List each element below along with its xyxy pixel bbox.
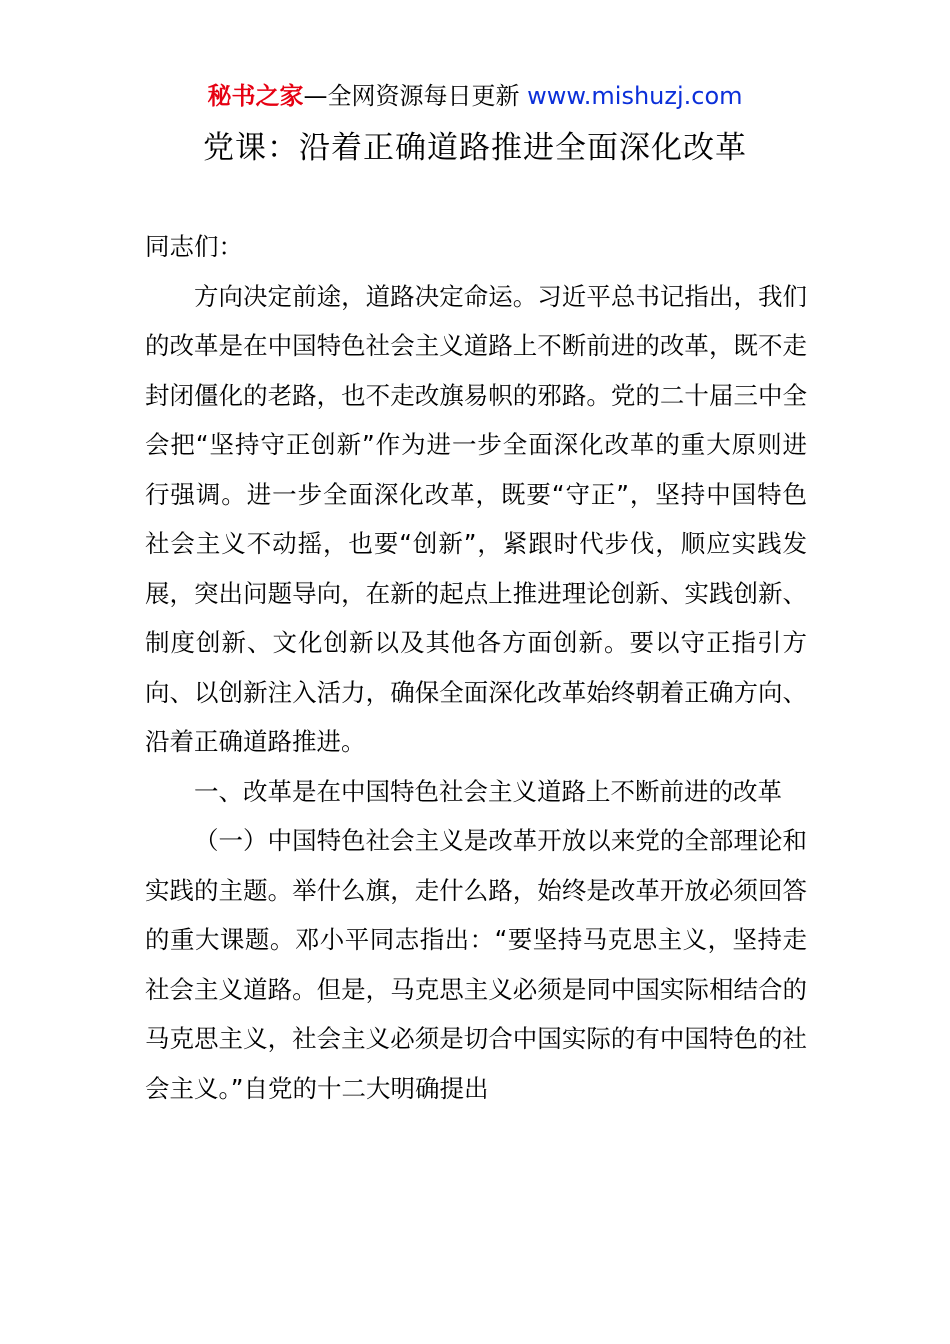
document-body <box>145 222 807 1113</box>
paragraph-intro: 方向决定前途，道路决定命运。习近平总书记指出，我们的改革是在中国特色社会主义道路上不断前进的改革，既不走封闭僵化的老路，也不走改旗易帜的邪路。党的二十届三中全会把“坚持守正创新”作为进一步全面深化改革的重大原则进行强调。进一步全面深化改革，既要“守正”，坚持中国特色社会主义不动摇，也要“创新”，紧跟时代步伐，顺应实践发展，突出问题导向，在新的起点上推进理论创新、实践创新、制度创新、文化创新以及其他各方面创新。要以守正指引方向、以创新注入活力，确保全面深化改革始终朝着正确方向、沿着正确道路推进。 <box>145 281 807 756</box>
site-brand: 秘书之家 <box>207 82 304 110</box>
paragraph-subsection-1: （一）中国特色社会主义是改革开放以来党的全部理论和实践的主题。举什么旗，走什么路，始终是改革开放必须回答的重大课题。邓小平同志指出：“要坚持马克思主义，坚持走社会主义道路。但是，马克思主义必须是同中国实际相结合的马克思主义，社会主义必须是切合中国实际的有中国特色的社会主义。”自党的十二大明确提出 <box>145 826 807 1103</box>
document-title: 党课：沿着正确道路推进全面深化改革 <box>203 130 747 166</box>
site-url-link[interactable]: www.mishuzj.com <box>527 82 743 110</box>
site-slogan: —全网资源每日更新 <box>303 82 528 110</box>
site-header <box>0 80 950 112</box>
section-heading-1: 一、改革是在中国特色社会主义道路上不断前进的改革 <box>194 776 782 806</box>
salutation: 同志们： <box>145 232 243 261</box>
